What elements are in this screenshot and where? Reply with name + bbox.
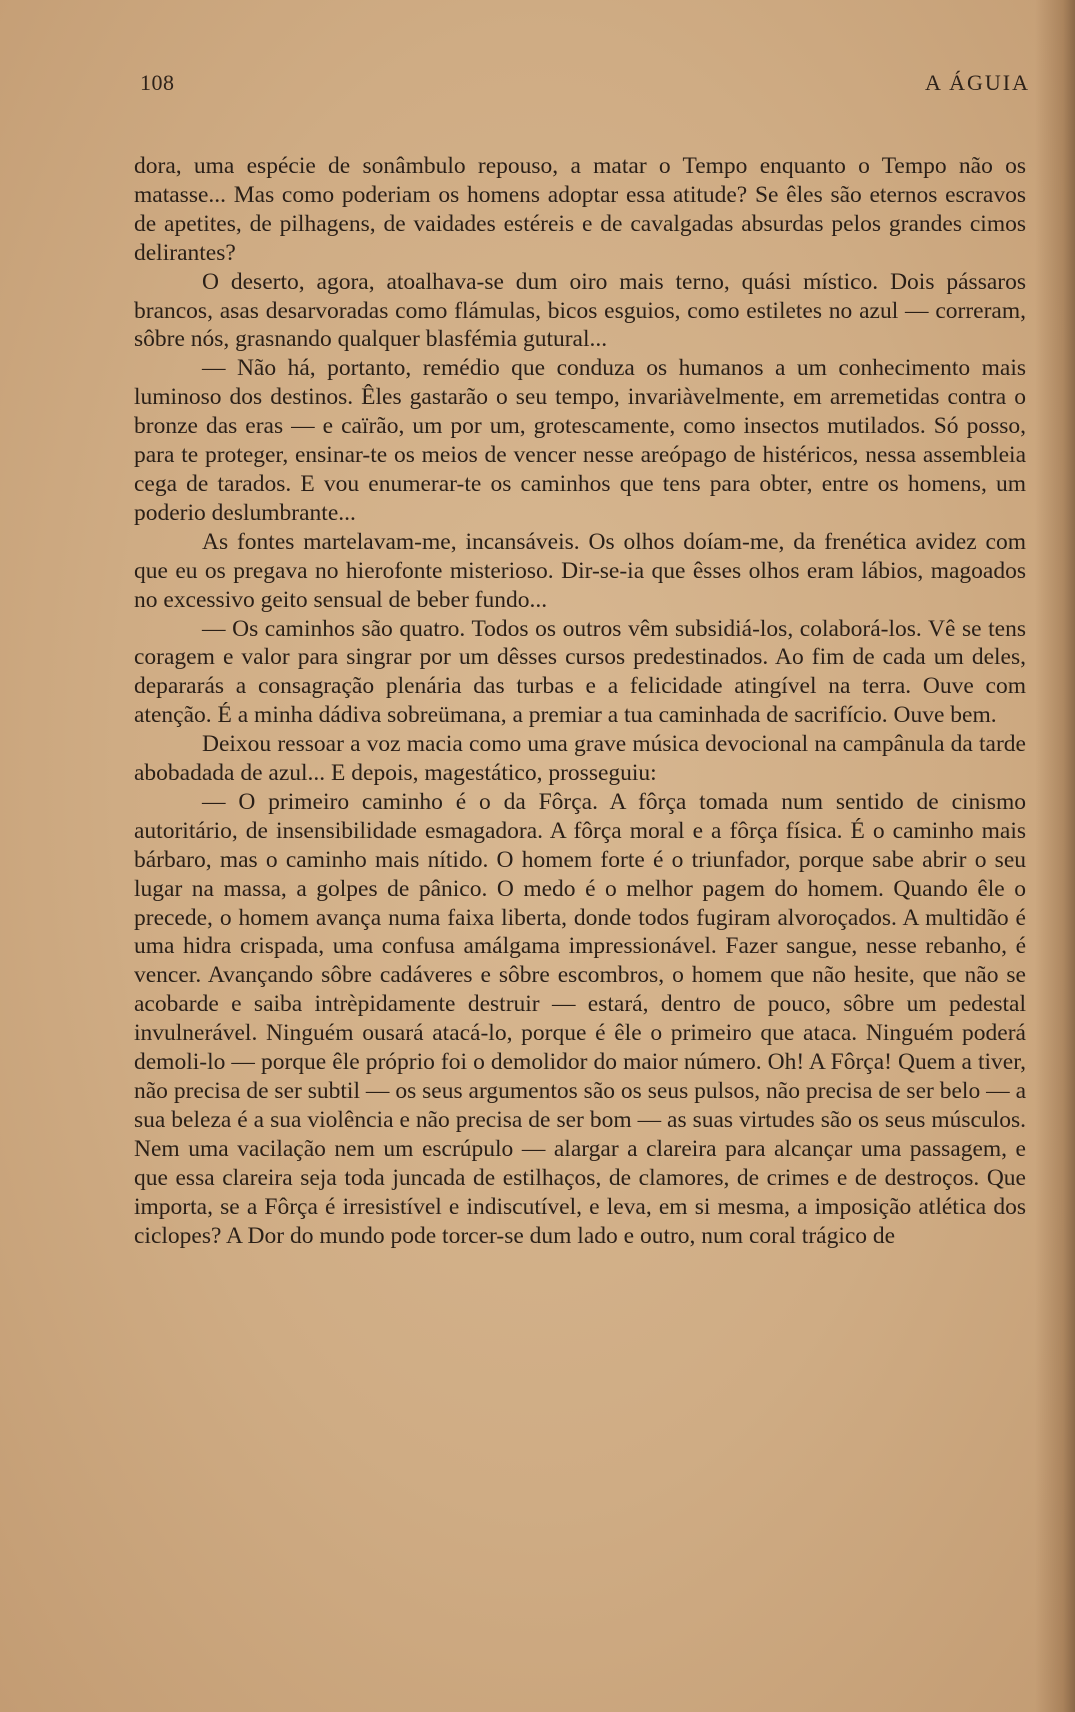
page-edge-shadow <box>1035 0 1075 1712</box>
body-text <box>134 152 1026 1250</box>
paragraph: — Não há, portanto, remédio que conduza os humanos a um conhecimento mais luminoso dos destinos. Êles gastarão o seu tempo, invariàvelmente, em arremetidas contra o bronze das eras — e caïrão, um por um, grotescamente, como insectos mutilados. Só posso, para te proteger, ensinar-te os meios de vencer nesse areópago de histéricos, nessa assembleia cega de tarados. E vou enumerar-te os caminhos que tens para obter, entre os homens, um poderio deslumbrante... <box>134 355 1026 526</box>
page-header <box>140 70 1030 100</box>
paragraph: Deixou ressoar a voz macia como uma grave música devocional na campânula da tarde abobadada de azul... E depois, magestático, prosseguiu: <box>134 731 1026 787</box>
running-head: A ÁGUIA <box>924 70 1030 95</box>
page-number: 108 <box>140 70 175 95</box>
paragraph: — O primeiro caminho é o da Fôrça. A fôrça tomada num sentido de cinismo autoritário, de insensibilidade esmagadora. A fôrça moral e a fôrça física. É o caminho mais bárbaro, mas o caminho mais nítido. O homem forte é o triunfador, porque sabe abrir o seu lugar na massa, a golpes de pânico. O medo é o melhor pagem do homem. Quando êle o precede, o homem avança numa faixa liberta, donde todos fugiram alvoroçados. A multidão é uma hidra crispada, uma confusa amálgama impressionável. Fazer sangue, nesse rebanho, é vencer. Avançando sôbre cadáveres e sôbre escombros, o homem que não hesite, que não se acobarde e saiba intrèpidamente destruir — estará, dentro de pouco, sôbre um pedestal invulnerável. Ninguém ousará atacá-lo, porque é êle o primeiro que ataca. Ninguém poderá demoli-lo — porque êle próprio foi o demolidor do maior número. Oh! A Fôrça! Quem a tiver, não precisa de ser subtil — os seus argumentos são os seus pulsos, não precisa de ser belo — a sua beleza é a sua violência e não precisa de ser bom — as suas virtudes são os seus músculos. Nem uma vacilação nem um escrúpulo — alargar a clareira para alcançar uma passagem, e que essa clareira seja toda juncada de estilhaços, de clamores, de crimes e de destroços. Que importa, se a Fôrça é irresistível e indiscutível, e leva, em si mesma, a imposição atlética dos ciclopes? A Dor do mundo pode torcer-se dum lado e outro, num coral trágico de <box>134 788 1026 1249</box>
paragraph: As fontes martelavam-me, incansáveis. Os olhos doíam-me, da frenética avidez com que eu os pregava no hierofonte misterioso. Dir-se-ia que êsses olhos eram lábios, magoados no excessivo geito sensual de beber fundo... <box>134 528 1026 613</box>
paragraph: — Os caminhos são quatro. Todos os outros vêm subsidiá-los, colaborá-los. Vê se tens coragem e valor para singrar por um dêsses cursos predestinados. Ao fim de cada um deles, depararás a consagração plenária das turbas e a felicidade atingível na terra. Ouve com atenção. É a minha dádiva sobreümana, a premiar a tua caminhada de sacrifício. Ouve bem. <box>134 615 1026 729</box>
paragraph: dora, uma espécie de sonâmbulo repouso, a matar o Tempo enquanto o Tempo não os matasse... Mas como poderiam os homens adoptar essa atitude? Se êles são eternos escravos de apetites, de pilhagens, de vaidades estéreis e de cavalgadas absurdas pelos grandes cimos delirantes? <box>134 153 1026 266</box>
paragraph: O deserto, agora, atoalhava-se dum oiro mais terno, quási místico. Dois pássaros brancos, asas desarvoradas como flámulas, bicos esguios, como estiletes no azul — correram, sôbre nós, grasnando qualquer blasfémia gutural... <box>134 268 1026 353</box>
